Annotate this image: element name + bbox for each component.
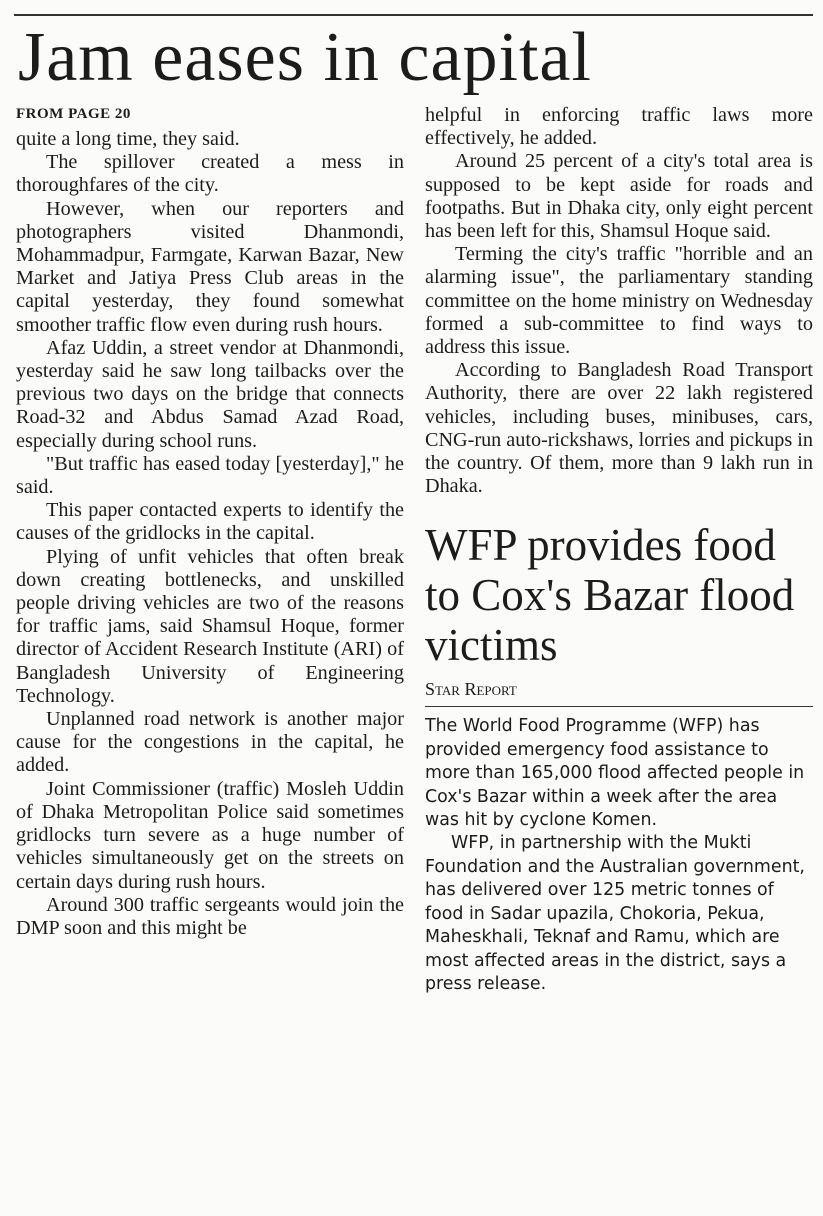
body-paragraph: This paper contacted experts to identify the causes of the gridlocks in the capital. — [16, 499, 404, 545]
body-paragraph: However, when our reporters and photographers visited Dhanmondi, Mohammadpur, Farmgate, Karwan Bazar, New Market and Jatiya Press Club areas in the capital yesterday, they found somewhat smoother traffic flow even during rush hours. — [16, 197, 404, 336]
byline-text: Star Report — [425, 679, 517, 700]
body-paragraph: Unplanned road network is another major cause for the congestions in the capital, he added. — [16, 708, 404, 777]
right-column — [425, 104, 813, 996]
body-paragraph: The World Food Programme (WFP) has provided emergency food assistance to more than 165,000 flood affected people in Cox's Bazar within a week after the area was hit by cyclone Komen. — [425, 716, 805, 831]
body-paragraph: "But traffic has eased today [yesterday]," he said. — [16, 452, 404, 499]
body-paragraph: WFP, in partnership with the Mukti Foundation and the Australian government, has delivered over 125 metric tonnes of food in Sadar upazila, Chokoria, Pekua, Maheskhali, Teknaf and Ramu, which are most affected areas in the district, says a press release. — [425, 833, 805, 994]
body-paragraph: Plying of unfit vehicles that often break down creating bottlenecks, and unskilled people driving vehicles are two of the reasons for traffic jams, said Shamsul Hoque, former director of Accident Research Institute (ARI) of Bangladesh University of Engineering Technology. — [16, 545, 404, 707]
body-paragraph: According to Bangladesh Road Transport Authority, there are over 22 lakh registered vehicles, including buses, minibuses, cars, CNG-run auto-rickshaws, lorries and pickups in the country. Of them, more than 9 lakh run in Dhaka. — [425, 359, 813, 498]
body-paragraph: Terming the city's traffic "horrible and an alarming issue", the parliamentary standing committee on the home ministry on Wednesday formed a sub-committee to find ways to address this issue. — [425, 243, 813, 359]
byline — [425, 678, 813, 707]
left-column — [16, 104, 404, 940]
body-paragraph: Around 25 percent of a city's total area is supposed to be kept aside for roads and footpaths. But in Dhaka city, only eight percent has been left for this, Shamsul Hoque said. — [425, 150, 813, 243]
main-headline: Jam eases in capital — [18, 19, 592, 96]
body-paragraph: The spillover created a mess in thoroughfares of the city. — [16, 151, 404, 197]
wfp-story-body — [425, 715, 813, 996]
wfp-headline: WFP provides food to Cox's Bazar flood victims — [425, 520, 795, 671]
body-paragraph: Afaz Uddin, a street vendor at Dhanmondi, yesterday said he saw long tailbacks over the previous two days on the bridge that connects Road-32 and Abdus Samad Azad Road, especially during school runs. — [16, 336, 404, 452]
body-paragraph: Around 300 traffic sergeants would join the DMP soon and this might be — [16, 893, 404, 939]
body-paragraph: quite a long time, they said. — [16, 128, 240, 150]
body-paragraph: Joint Commissioner (traffic) Mosleh Uddin of Dhaka Metropolitan Police said sometimes gridlocks turn severe as a huge number of vehicles simultaneously get on the streets on certain days during rush hours. — [16, 777, 404, 893]
jump-line: FROM PAGE 20 — [16, 106, 131, 122]
body-paragraph: helpful in enforcing traffic laws more effectively, he added. — [425, 104, 813, 150]
